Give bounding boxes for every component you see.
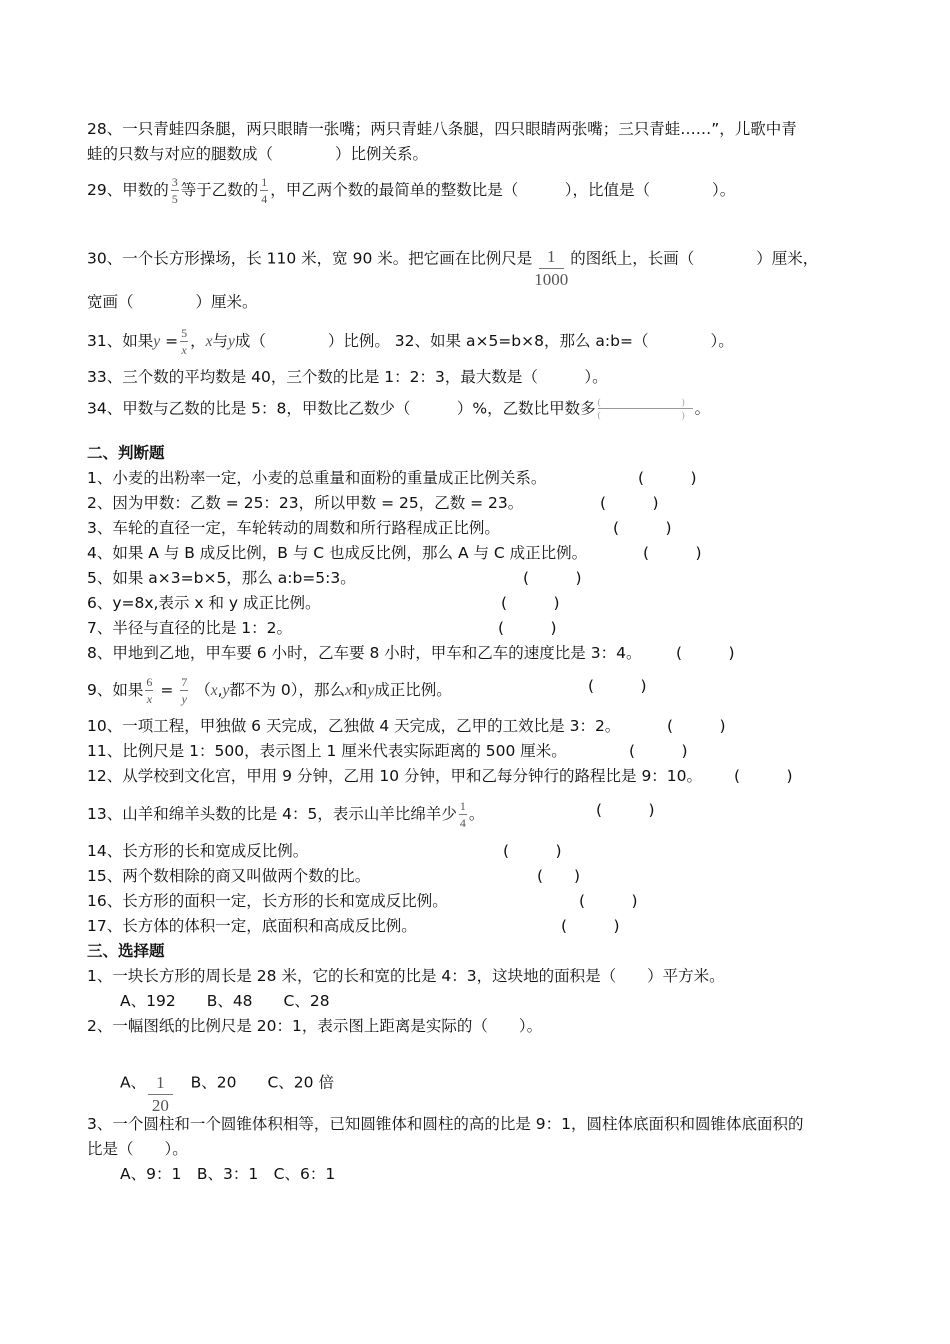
- judge-item-7: 7、半径与直径的比是 1：2。: [87, 619, 293, 637]
- q31-text-b: ，: [190, 332, 206, 350]
- judge-item-3: 3、车轮的直径一定，车轮转动的周数和所行路程成正比例。: [87, 519, 500, 537]
- judge-item-14: 14、长方形的长和宽成反比例。: [87, 842, 309, 860]
- question-30-line2: 宽画（ ）厘米。: [87, 293, 258, 311]
- variable-x: x: [205, 333, 213, 350]
- judge-item-17: 17、长方体的体积一定，底面积和高成反比例。: [87, 917, 417, 935]
- section-title-judge: 二、判断题: [87, 444, 165, 462]
- choice-question-1: 1、一块长方形的周长是 28 米，它的长和宽的比是 4：3，这块地的面积是（ ）平方米。: [87, 967, 725, 985]
- fraction-1-1000: [534, 248, 568, 288]
- judge-item-10: 10、一项工程，甲独做 6 天完成，乙独做 4 天完成，乙甲的工效比是 3：2。: [87, 717, 621, 735]
- answer-paren: ( ): [629, 742, 688, 760]
- answer-paren: ( ): [579, 892, 638, 910]
- fraction-numerator: 7: [181, 675, 188, 689]
- fraction-numerator: 1: [148, 1074, 173, 1095]
- fraction-numerator: 3: [171, 175, 178, 189]
- item9-text-c: ,: [217, 681, 223, 699]
- q29-text-a: 29、甲数的: [87, 181, 169, 199]
- answer-paren: ( ): [638, 469, 697, 487]
- answer-paren: ( ): [643, 544, 702, 562]
- fraction-numerator: 6: [146, 675, 153, 689]
- fraction-denominator: x: [146, 692, 153, 706]
- judge-item-2: 2、因为甲数：乙数 = 25：23，所以甲数 = 25，乙数 = 23。: [87, 494, 524, 512]
- choice-options-1: A、192 B、48 C、28: [120, 992, 330, 1010]
- equals-sign: =: [165, 332, 179, 350]
- q30-text-b: 的图纸上，长画（ ）厘米，: [570, 249, 819, 268]
- q31-text-d: 成（ ）比例。 32、如果 a×5=b×8，那么 a:b=（ ）。: [234, 332, 734, 350]
- variable-x: x: [210, 682, 218, 699]
- answer-paren: ( ): [667, 717, 726, 735]
- question-28-line1: 28、一只青蛙四条腿，两只眼睛一张嘴；两只青蛙八条腿，四只眼睛两张嘴；三只青蛙……”，儿歌中青: [87, 120, 797, 138]
- q30-text-a: 30、一个长方形操场，长 110 米，宽 90 米。把它画在比例尺是: [87, 249, 533, 268]
- blank-fraction: [598, 398, 693, 420]
- question-29: [87, 176, 735, 205]
- judge-item-11: 11、比例尺是 1：500，表示图上 1 厘米代表实际距离的 500 厘米。: [87, 742, 567, 760]
- option-rest: B、20 C、20 倍: [190, 1073, 334, 1092]
- item9-text-d: 都不为 0），那么: [229, 681, 345, 699]
- fraction-7-y: [180, 676, 188, 705]
- item9-text-a: 9、如果: [87, 681, 144, 699]
- variable-y: y: [227, 333, 235, 350]
- judge-item-8: 8、甲地到乙地，甲车要 6 小时，乙车要 8 小时，甲车和乙车的速度比是 3：4。: [87, 644, 642, 662]
- fraction-5-x: [180, 327, 188, 356]
- fraction-denominator: 4: [459, 816, 466, 830]
- fraction-denominator: 5: [171, 192, 178, 206]
- question-34: [87, 398, 710, 420]
- answer-paren: ( ): [537, 867, 581, 885]
- question-31-32: [87, 327, 734, 356]
- choice-question-3-line1: 3、一个圆柱和一个圆锥体积相等，已知圆锥体和圆柱的高的比是 9：1，圆柱体底面积和圆锥体底面积的: [87, 1115, 804, 1133]
- q29-text-c: ，甲乙两个数的最简单的整数比是（ ），比值是（ ）。: [270, 181, 736, 199]
- variable-y: y: [222, 682, 230, 699]
- answer-paren: ( ): [734, 767, 793, 785]
- judge-item-15: 15、两个数相除的商又叫做两个数的比。: [87, 867, 371, 885]
- fraction-6-x: [145, 676, 153, 705]
- fraction-denominator: x: [181, 343, 187, 357]
- judge-item-5: 5、如果 a×3=b×5，那么 a:b=5:3。: [87, 569, 356, 587]
- fraction-1-4: [260, 176, 268, 205]
- fraction-denominator: y: [181, 692, 187, 706]
- variable-y: y: [153, 333, 161, 350]
- item13-text-b: 。: [468, 805, 485, 823]
- choice-options-2: [120, 1052, 334, 1114]
- section-title-choice: 三、选择题: [87, 942, 165, 960]
- answer-paren: ( ): [503, 842, 562, 860]
- variable-x: x: [344, 682, 352, 699]
- fraction-3-5: [171, 176, 179, 205]
- variable-y: y: [367, 682, 375, 699]
- answer-paren: ( ): [501, 594, 560, 612]
- fraction-numerator: 5: [181, 326, 188, 340]
- q34-text-b: 。: [694, 399, 711, 418]
- item9-text-e: 和: [351, 681, 368, 699]
- answer-paren: ( ): [613, 519, 672, 537]
- item13-text-a: 13、山羊和绵羊头数的比是 4：5，表示山羊比绵羊少: [87, 805, 457, 823]
- item9-text-b: （: [195, 681, 211, 699]
- equals-sign: =: [160, 681, 174, 699]
- answer-paren: ( ): [600, 494, 659, 512]
- item9-text-f: 成正比例。: [374, 681, 452, 699]
- fraction-1-20: [148, 1074, 173, 1114]
- answer-paren: ( ): [676, 644, 735, 662]
- fraction-numerator: 1: [261, 175, 268, 189]
- answer-paren: ( ): [561, 917, 620, 935]
- q31-text-a: 31、如果: [87, 332, 154, 350]
- fraction-denominator: 20: [151, 1096, 169, 1115]
- fraction-numerator: 1: [539, 248, 564, 269]
- choice-question-2: 2、一幅图纸的比例尺是 20：1，表示图上距离是实际的（ ）。: [87, 1017, 543, 1035]
- answer-paren: ( ): [588, 677, 647, 695]
- judge-item-9: [87, 676, 452, 705]
- q31-text-c: 与: [212, 332, 228, 350]
- judge-item-16: 16、长方形的面积一定，长方形的长和宽成反比例。: [87, 892, 448, 910]
- judge-item-4: 4、如果 A 与 B 成反比例，B 与 C 也成反比例，那么 A 与 C 成正比例。: [87, 544, 588, 562]
- option-a-label: A、: [120, 1073, 147, 1092]
- fraction-denominator: 4: [261, 192, 268, 206]
- judge-item-6: 6、y=8x,表示 x 和 y 成正比例。: [87, 594, 321, 612]
- answer-paren: ( ): [498, 619, 557, 637]
- fraction-denominator-blank: ( ): [597, 410, 685, 420]
- fraction-1-4: [459, 800, 467, 829]
- question-30: [87, 230, 818, 288]
- judge-item-13: [87, 800, 484, 829]
- judge-item-1: 1、小麦的出粉率一定，小麦的总重量和面粉的重量成正比例关系。: [87, 469, 547, 487]
- question-28-line2: 蛙的只数与对应的腿数成（ ）比例关系。: [87, 145, 429, 163]
- question-33: 33、三个数的平均数是 40，三个数的比是 1：2：3，最大数是（ ）。: [87, 368, 608, 386]
- answer-paren: ( ): [596, 801, 655, 819]
- fraction-denominator: 1000: [534, 270, 569, 289]
- judge-item-12: 12、从学校到文化宫，甲用 9 分钟，乙用 10 分钟，甲和乙每分钟行的路程比是 9：10。: [87, 767, 703, 785]
- choice-question-3-line2: 比是（ ）。: [87, 1140, 188, 1158]
- fraction-numerator-blank: ( ): [598, 398, 693, 409]
- fraction-numerator: 1: [459, 799, 466, 813]
- q34-text-a: 34、甲数与乙数的比是 5：8，甲数比乙数少（ ）%，乙数比甲数多: [87, 399, 596, 418]
- q29-text-b: 等于乙数的: [180, 181, 259, 199]
- answer-paren: ( ): [523, 569, 582, 587]
- choice-options-3: A、9：1 B、3：1 C、6：1: [120, 1165, 336, 1183]
